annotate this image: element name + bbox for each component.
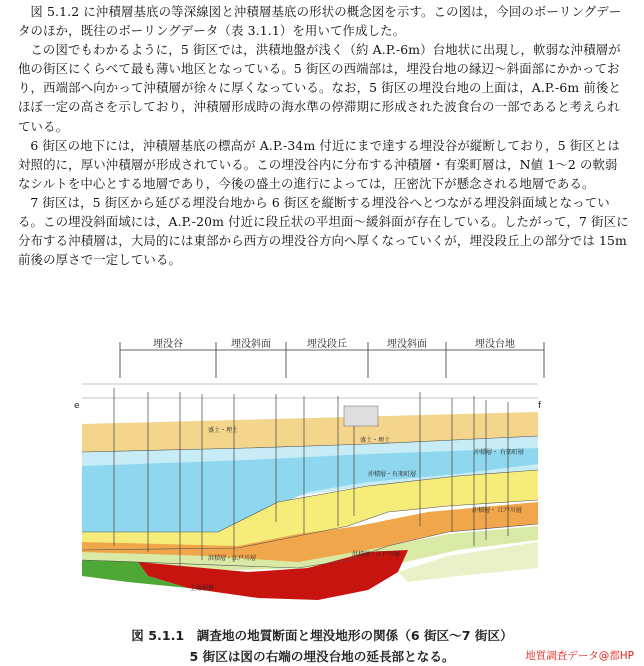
figure-caption: 図 5.1.1 調査地の地質断面と埋没地形の関係（6 街区～7 街区） — [131, 628, 513, 643]
geologic-cross-section — [68, 336, 548, 618]
paragraph-4: 7 街区は，5 街区から延びる埋没台地から 6 街区を縦断する埋没谷へとつながる埋没斜面域となっている。この埋没斜面域には，A.P.-20m 付近に段丘状の平坦面～緩斜面が存在している。したがって，7 街区に分布する沖積層は，大局的には東部から西方の埋没谷方向へ厚くなっていくが，埋没段丘上の部分では 15m 前後の厚さで一定している。 — [18, 194, 629, 268]
zone-label-terrace: 埋没段丘 — [307, 339, 347, 350]
paragraph-3: 6 街区の地下には，沖積層基底の標高が A.P.-34m 付近にまで達する埋没谷が縦断しており，5 街区とは対照的に，厚い沖積層が形成されている。この埋没谷内に分布する沖積層・有楽町層は，N値 1～2 の軟弱なシルトを中心とする地層であり，今後の盛土の進行によっては，圧密沈下が懸念される地層である。 — [18, 137, 620, 191]
zone-label-slope-1: 埋没斜面 — [231, 339, 271, 350]
zone-label-plateau: 埋没台地 — [475, 339, 515, 350]
label-fill-right: 盛土・埋土 — [360, 437, 391, 444]
cross-section-svg — [68, 336, 548, 618]
label-fill: 盛土・埋土 — [208, 427, 239, 434]
label-yurakucho-right-2: 沖積層・ 江戸川層 — [472, 507, 522, 514]
paragraph-1: 図 5.1.2 に沖積層基底の等深線図と沖積層基底の形状の概念図を示す。この図は，今回のボーリングデータのほか，既往のボーリングデータ（表 3.1.1）を用いて作成した。 — [18, 4, 622, 39]
label-base: 上総層群 — [190, 585, 215, 592]
section-end-left: e — [74, 401, 80, 411]
label-yurakucho-right: 沖積層・ 有楽町層 — [474, 449, 524, 456]
body-text — [18, 2, 630, 269]
source-credit: 地質調査データ@都HP — [525, 650, 634, 662]
label-edogawa: 洪積層・江戸川層 — [208, 555, 257, 562]
label-edogawa-right: 洪積層・江戸川層 — [352, 551, 401, 558]
section-end-right: f — [538, 401, 542, 411]
label-yurakucho-mid: 沖積層・有楽町層 — [368, 471, 417, 478]
zone-label-valley: 埋没谷 — [153, 339, 183, 350]
zone-label-slope-2: 埋没斜面 — [387, 339, 427, 350]
surface-structure — [344, 406, 378, 426]
figure-caption-note: 5 街区は図の右端の埋没台地の延長部となる。 — [189, 649, 455, 664]
paragraph-2: この図でもわかるように，5 街区では，洪積地盤が浅く（約 A.P.-6m）台地状に出現し，軟弱な沖積層が他の街区にくらべて最も薄い地区となっている。5 街区の西端部は，埋没台地の縁辺～斜面部にかかっており，西端部へ向かって沖積層が徐々に厚くなっている。なお，5 街区の埋没台地の上面は，A.P.-6m 前後とほぼ一定の高さを示しており，沖積層形成時の海水準の停滞期に形成された波食台の一部であると考えられている。 — [18, 42, 621, 134]
